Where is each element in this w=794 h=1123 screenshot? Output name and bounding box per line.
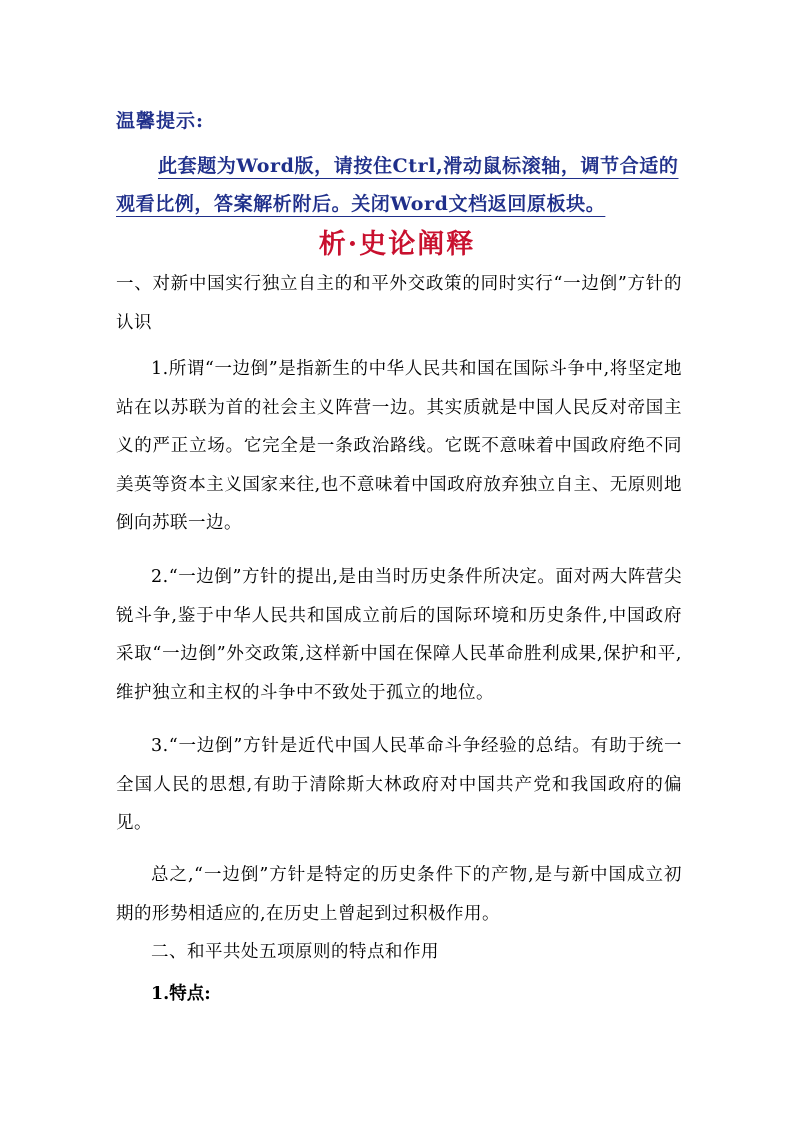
section-heading-1: 一、对新中国实行独立自主的和平外交政策的同时实行“一边倒”方针的认识 — [116, 274, 682, 333]
section-title: 析·史论阐释 — [318, 229, 476, 260]
tip-body-text: 此套题为Word版，请按住Ctrl,滑动鼠标滚轴，调节合适的观看比例，答案解析附后。关闭Word文档返回原板块。 — [116, 155, 679, 215]
section-heading-2: 二、和平共处五项原则的特点和作用 — [151, 942, 439, 962]
paragraph-3: 3.“一边倒”方针是近代中国人民革命斗争经验的总结。有助于统一全国人民的思想,有助于清除斯大林政府对中国共产党和我国政府的偏见。 — [116, 736, 682, 833]
paragraph-1: 1.所谓“一边倒”是指新生的中华人民共和国在国际斗争中,将坚定地站在以苏联为首的社会主义阵营一边。其实质就是中国人民反对帝国主义的严正立场。它完全是一条政治路线。它既不意味着中国政府绝不同美英等资本主义国家来往,也不意味着中国政府放弃独立自主、无原则地倒向苏联一边。 — [116, 359, 682, 533]
paragraph-summary: 总之,“一边倒”方针是特定的历史条件下的产物,是与新中国成立初期的形势相适应的,在历史上曾起到过积极作用。 — [116, 865, 682, 924]
tip-title: 温馨提示: — [116, 110, 205, 132]
subheading-features: 1.特点: — [151, 984, 211, 1004]
paragraph-2: 2.“一边倒”方针的提出,是由当时历史条件所决定。面对两大阵营尖锐斗争,鉴于中华人民共和国成立前后的国际环境和历史条件,中国政府采取“一边倒”外交政策,这样新中国在保障人民革命胜利成果,保护和平,维护独立和主权的斗争中不致处于孤立的地位。 — [116, 567, 682, 703]
tip-body — [116, 147, 682, 223]
